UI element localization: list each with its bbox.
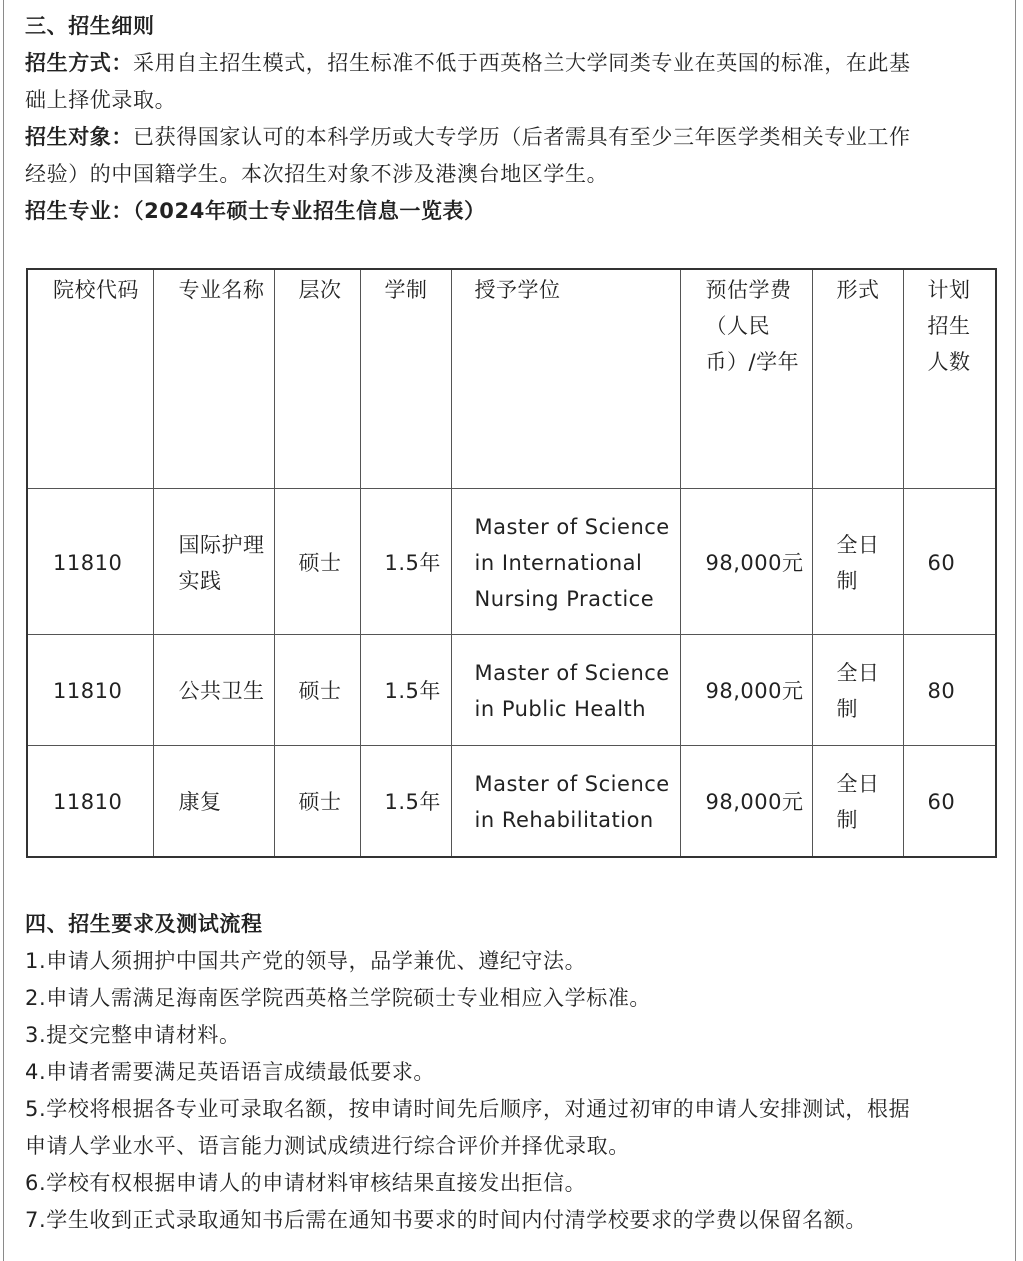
cell-level: 硕士 (274, 746, 360, 858)
table-row (27, 489, 996, 635)
header-code: 院校代码 (27, 269, 153, 489)
cell-form: 全日制 (812, 746, 903, 858)
table-header-row (27, 269, 996, 489)
cell-level: 硕士 (274, 489, 360, 635)
cell-quota: 60 (903, 489, 996, 635)
admission-major-label: 招生专业： (25, 199, 133, 223)
header-form: 形式 (812, 269, 903, 489)
section-title: 三、招生细则 (25, 14, 155, 38)
cell-form: 全日制 (812, 489, 903, 635)
cell-duration: 1.5年 (360, 635, 451, 746)
cell-major: 公共卫生 (153, 635, 274, 746)
admission-target-label: 招生对象： (25, 125, 133, 149)
cell-major: 国际护理实践 (153, 489, 274, 635)
admission-method-label: 招生方式： (25, 51, 133, 75)
admission-target (25, 119, 1000, 156)
cell-code: 11810 (27, 489, 153, 635)
list-item: 2.申请人需满足海南医学院西英格兰学院硕士专业相应入学标准。 (25, 986, 652, 1010)
cell-code: 11810 (27, 746, 153, 858)
list-item: 3.提交完整申请材料。 (25, 1023, 241, 1047)
cell-quota: 80 (903, 635, 996, 746)
header-duration: 学制 (360, 269, 451, 489)
left-border (3, 0, 4, 1261)
cell-level: 硕士 (274, 635, 360, 746)
cell-degree: Master of Science in Rehabilitation (451, 746, 680, 858)
admission-major-text: （2024年硕士专业招生信息一览表） (133, 199, 486, 223)
header-major: 专业名称 (153, 269, 274, 489)
list-item: 1.申请人须拥护中国共产党的领导，品学兼优、遵纪守法。 (25, 949, 587, 973)
list-item: 7.学生收到正式录取通知书后需在通知书要求的时间内付清学校要求的学费以保留名额。 (25, 1208, 868, 1232)
header-quota: 计划招生人数 (903, 269, 996, 489)
admission-method-text: 采用自主招生模式，招生标准不低于西英格兰大学同类专业在英国的标准，在此基 (133, 51, 911, 75)
admission-method (25, 45, 1000, 82)
admission-target-text: 已获得国家认可的本科学历或大专学历（后者需具有至少三年医学类相关专业工作 (133, 125, 911, 149)
table-row (27, 746, 996, 858)
cell-fee: 98,000元 (680, 489, 812, 635)
table-row (27, 635, 996, 746)
cell-major: 康复 (153, 746, 274, 858)
cell-code: 11810 (27, 635, 153, 746)
list-item: 4.申请者需要满足英语语言成绩最低要求。 (25, 1060, 436, 1084)
cell-duration: 1.5年 (360, 746, 451, 858)
cell-duration: 1.5年 (360, 489, 451, 635)
admission-major (25, 193, 1000, 230)
admission-target-cont: 经验）的中国籍学生。本次招生对象不涉及港澳台地区学生。 (25, 162, 609, 186)
cell-form: 全日制 (812, 635, 903, 746)
list-item: 6.学校有权根据申请人的申请材料审核结果直接发出拒信。 (25, 1171, 587, 1195)
header-degree: 授予学位 (451, 269, 680, 489)
enrollment-table (26, 268, 997, 858)
cell-fee: 98,000元 (680, 746, 812, 858)
section-title: 四、招生要求及测试流程 (25, 912, 263, 936)
cell-quota: 60 (903, 746, 996, 858)
header-fee: 预估学费（人民币）/学年 (680, 269, 812, 489)
cell-degree: Master of Science in International Nursing Practice (451, 489, 680, 635)
admission-method-cont: 础上择优录取。 (25, 88, 177, 112)
list-item: 申请人学业水平、语言能力测试成绩进行综合评价并择优录取。 (25, 1134, 630, 1158)
section-requirements (25, 906, 1000, 1239)
cell-degree: Master of Science in Public Health (451, 635, 680, 746)
right-border (1015, 0, 1016, 1261)
section-admission-details (25, 8, 1000, 230)
list-item: 5.学校将根据各专业可录取名额，按申请时间先后顺序，对通过初审的申请人安排测试，根据 (25, 1097, 911, 1121)
header-level: 层次 (274, 269, 360, 489)
cell-fee: 98,000元 (680, 635, 812, 746)
